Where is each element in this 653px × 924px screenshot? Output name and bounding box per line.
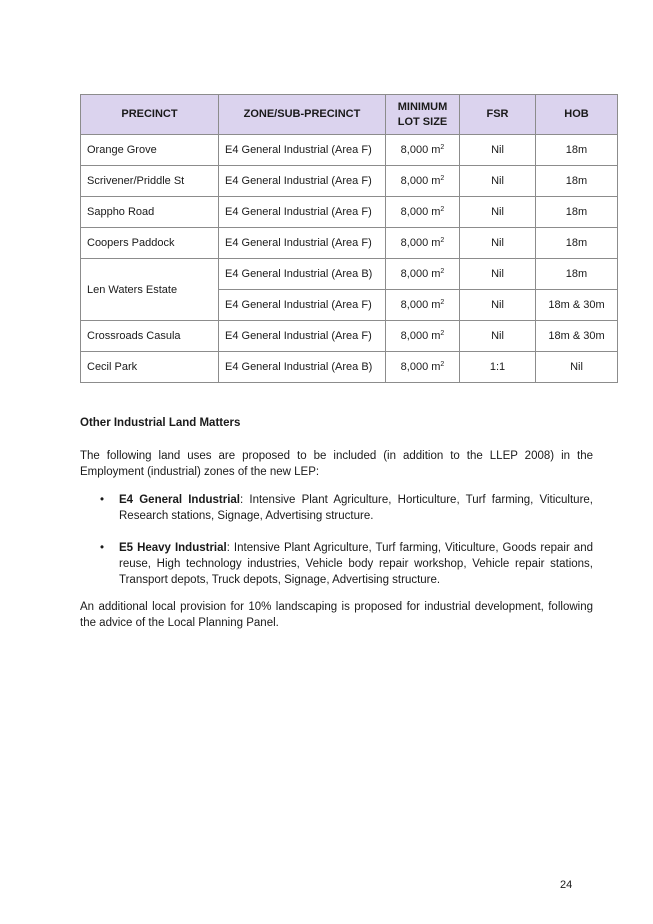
header-min-lot-line2: LOT SIZE (397, 115, 448, 128)
cell-precinct: Len Waters Estate (81, 259, 219, 321)
cell-fsr: Nil (460, 228, 536, 259)
cell-precinct: Crossroads Casula (81, 321, 219, 352)
cell-hob: 18m (536, 135, 618, 166)
cell-zone: E4 General Industrial (Area B) (219, 352, 386, 383)
cell-precinct: Orange Grove (81, 135, 219, 166)
bullet-text: : Intensive Plant Agriculture, Horticulture, Turf farming, Viticulture, Research stations, Signage, Advertising structure. (119, 494, 593, 522)
cell-zone: E4 General Industrial (Area B) (219, 259, 386, 290)
cell-hob: 18m (536, 197, 618, 228)
cell-precinct: Sappho Road (81, 197, 219, 228)
cell-zone: E4 General Industrial (Area F) (219, 166, 386, 197)
cell-hob: Nil (536, 352, 618, 383)
table-header-row (81, 95, 618, 135)
intro-paragraph: The following land uses are proposed to be included (in addition to the LLEP 2008) in the Employment (industrial) zones of the new LEP: (80, 450, 593, 478)
cell-lot-size (386, 290, 460, 321)
cell-lot-size (386, 197, 460, 228)
cell-fsr: Nil (460, 321, 536, 352)
lot-value: 8,000 m (400, 330, 441, 342)
cell-lot-size (386, 259, 460, 290)
table-row (81, 259, 618, 290)
lot-unit-sup: 2 (440, 268, 445, 275)
lot-unit-sup: 2 (440, 330, 445, 337)
cell-hob: 18m (536, 228, 618, 259)
header-precinct: PRECINCT (81, 95, 219, 135)
list-item (80, 492, 593, 524)
table-row (81, 321, 618, 352)
lot-value: 8,000 m (400, 237, 441, 249)
cell-lot-size (386, 135, 460, 166)
closing-paragraph: An additional local provision for 10% landscaping is proposed for industrial development, following the advice of the Local Planning Panel. (80, 601, 593, 629)
table-row (81, 197, 618, 228)
bullet-dot: • (100, 494, 105, 506)
cell-fsr: Nil (460, 259, 536, 290)
cell-zone: E4 General Industrial (Area F) (219, 197, 386, 228)
table-row (81, 352, 618, 383)
cell-lot-size (386, 228, 460, 259)
table-row (81, 135, 618, 166)
lot-unit-sup: 2 (440, 237, 445, 244)
lot-unit-sup: 2 (440, 299, 445, 306)
table-row (81, 166, 618, 197)
cell-zone: E4 General Industrial (Area F) (219, 228, 386, 259)
cell-fsr: Nil (460, 290, 536, 321)
section-heading: Other Industrial Land Matters (80, 417, 241, 429)
lot-value: 8,000 m (400, 175, 441, 187)
cell-zone: E4 General Industrial (Area F) (219, 135, 386, 166)
lot-unit-sup: 2 (440, 144, 445, 151)
lot-unit-sup: 2 (440, 206, 445, 213)
bullet-text: : Intensive Plant Agriculture, Turf farming, Viticulture, Goods repair and reuse, High technology industries, Vehicle body repair workshop, Vehicle repair stations, Transport depots, Truck depots, Signage, Advertising structure. (119, 542, 593, 586)
cell-lot-size (386, 166, 460, 197)
lot-unit-sup: 2 (440, 361, 445, 368)
cell-fsr: Nil (460, 135, 536, 166)
lot-value: 8,000 m (400, 206, 441, 218)
cell-fsr: Nil (460, 166, 536, 197)
cell-zone: E4 General Industrial (Area F) (219, 321, 386, 352)
cell-hob: 18m & 30m (536, 290, 618, 321)
page-number: 24 (560, 879, 573, 891)
lot-value: 8,000 m (400, 299, 441, 311)
bullet-dot: • (100, 542, 105, 554)
cell-hob: 18m (536, 166, 618, 197)
cell-zone: E4 General Industrial (Area F) (219, 290, 386, 321)
table-row (81, 228, 618, 259)
cell-lot-size (386, 352, 460, 383)
precinct-zoning-table (80, 94, 618, 383)
list-item (80, 540, 593, 588)
header-min-lot-line1: MINIMUM (397, 100, 448, 113)
bullet-term: E4 General Industrial (119, 494, 240, 506)
cell-fsr: Nil (460, 197, 536, 228)
land-use-list (80, 492, 593, 604)
cell-hob: 18m & 30m (536, 321, 618, 352)
bullet-term: E5 Heavy Industrial (119, 542, 227, 554)
cell-hob: 18m (536, 259, 618, 290)
header-zone: ZONE/SUB-PRECINCT (219, 95, 386, 135)
lot-unit-sup: 2 (440, 175, 445, 182)
cell-precinct: Coopers Paddock (81, 228, 219, 259)
header-fsr: FSR (460, 95, 536, 135)
header-hob: HOB (536, 95, 618, 135)
cell-precinct: Scrivener/Priddle St (81, 166, 219, 197)
lot-value: 8,000 m (400, 361, 441, 373)
cell-lot-size (386, 321, 460, 352)
lot-value: 8,000 m (400, 268, 441, 280)
header-min-lot-size (386, 95, 460, 135)
cell-fsr: 1:1 (460, 352, 536, 383)
lot-value: 8,000 m (400, 144, 441, 156)
cell-precinct: Cecil Park (81, 352, 219, 383)
